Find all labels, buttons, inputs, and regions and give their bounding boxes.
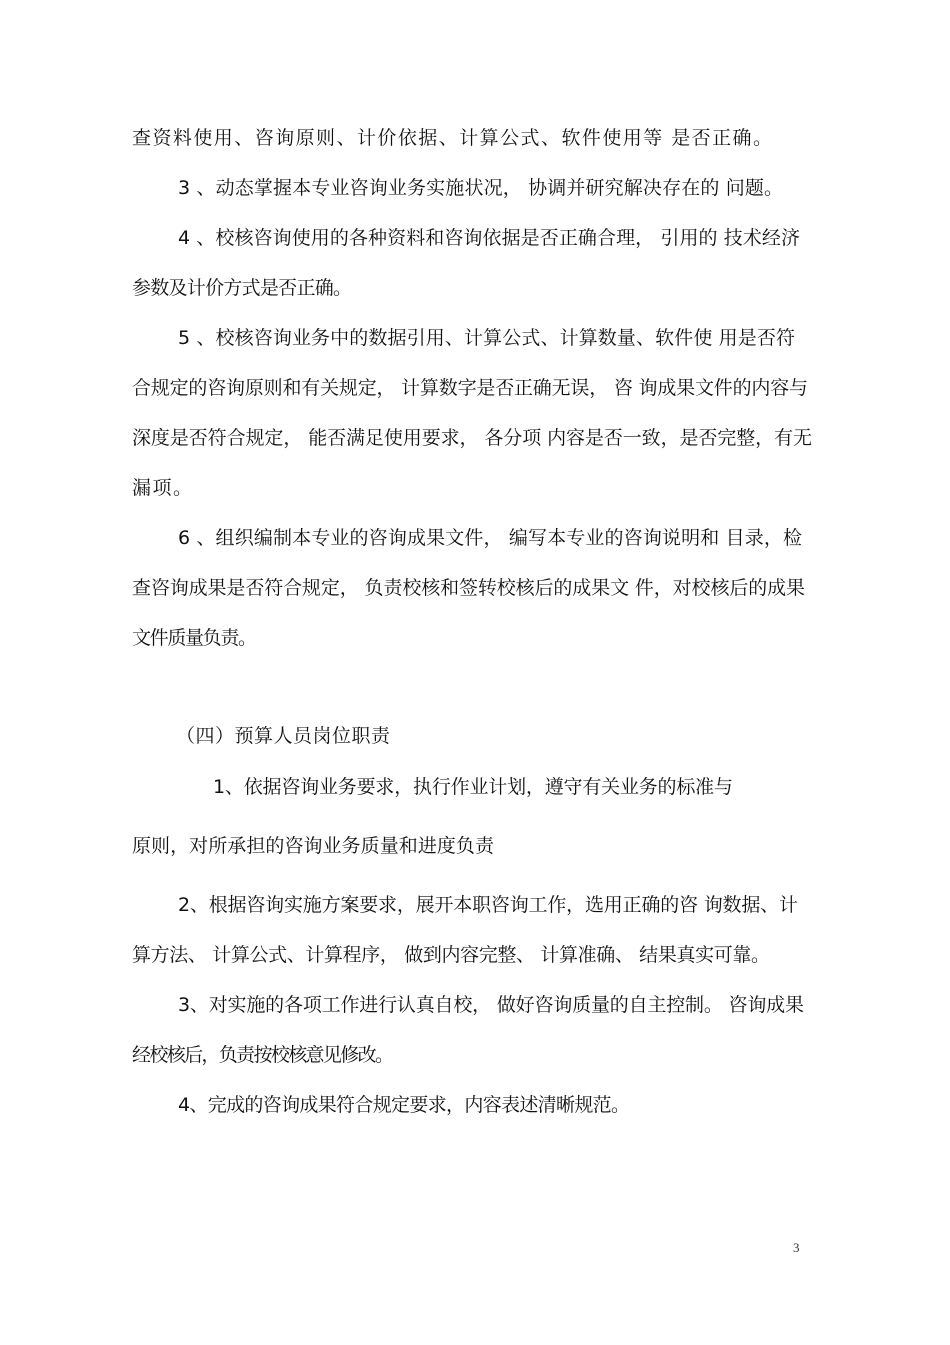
body-line: 经校核后，负责按校核意见修改。	[132, 1044, 393, 1066]
body-line: 1、依据咨询业务要求，执行作业计划，遵守有关业务的标准与	[213, 776, 733, 798]
body-line: 3、对实施的各项工作进行认真自校， 做好咨询质量的自主控制。 咨询成果	[178, 994, 804, 1016]
body-line: 6 、组织编制本专业的咨询成果文件， 编写本专业的咨询说明和 目录，检	[178, 527, 803, 549]
body-line: 5 、校核咨询业务中的数据引用、计算公式、计算数量、软件使 用是否符	[178, 327, 796, 349]
section-heading: （四）预算人员岗位职责	[176, 725, 391, 747]
body-line: 4、完成的咨询成果符合规定要求，内容表述清晰规范。	[178, 1094, 630, 1116]
page-number: 3	[793, 1240, 800, 1255]
body-line: 合规定的咨询原则和有关规定， 计算数字是否正确无误， 咨 询成果文件的内容与	[132, 377, 808, 399]
body-line: 参数及计价方式是否正确。	[132, 277, 352, 299]
body-line: 文件质量负责。	[132, 627, 256, 649]
body-line: 原则，对所承担的咨询业务质量和进度负责	[132, 835, 495, 857]
body-line: 查咨询成果是否符合规定， 负责校核和签转校核后的成果文 件，对校核后的成果	[132, 577, 805, 599]
body-line: 深度是否符合规定， 能否满足使用要求， 各分项 内容是否一致，是否完整，有无	[132, 427, 812, 449]
body-line: 查资料使用、咨询原则、计价依据、计算公式、软件使用等 是否正确。	[132, 127, 774, 149]
body-line: 算方法、 计算公式、计算程序， 做到内容完整、 计算准确、 结果真实可靠。	[132, 944, 770, 966]
body-line: 2、根据咨询实施方案要求，展开本职咨询工作，选用正确的咨 询数据、计	[178, 894, 798, 916]
body-line: 3 、动态掌握本专业咨询业务实施状况， 协调并研究解决存在的 问题。	[178, 177, 784, 199]
body-line: 4 、校核咨询使用的各种资料和咨询依据是否正确合理， 引用的 技术经济	[178, 227, 801, 249]
body-line: 漏项。	[132, 477, 194, 499]
